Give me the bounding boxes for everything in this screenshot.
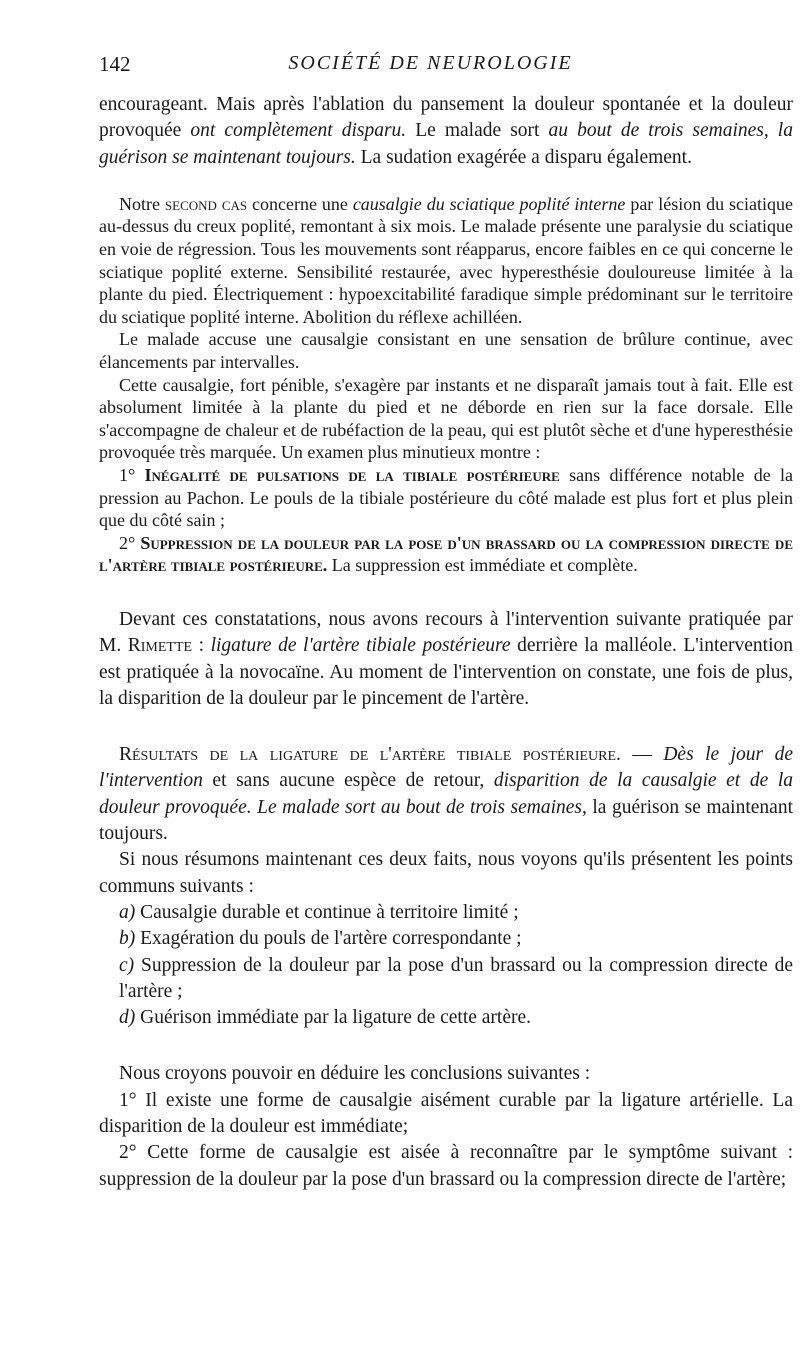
item-label: b) [119, 928, 136, 950]
spacer [99, 712, 793, 742]
italic-span: au bout de trois semaines, la guérison se maintenant toujours. [99, 120, 793, 168]
italic-span: Dès le jour de l'intervention [99, 744, 794, 792]
text-span: encourageant. Mais après l'ablation du pansement la douleur spontanée et la douleur provoquée [99, 94, 793, 142]
paragraph-causalgia: Le malade accuse une causalgie consistant en une sensation de brûlure continue, avec élancements par intervalles. [99, 329, 793, 373]
list-item [119, 900, 793, 926]
italic-span: disparition de la causalgie et de la douleur provoquée. Le malade sort au bout de trois semaines, [99, 770, 793, 818]
paragraph-point-1 [99, 464, 793, 532]
page-number: 142 [99, 52, 131, 76]
italic-span: ont complètement disparu. [190, 120, 407, 142]
paragraph-conclusions: Nous croyons pouvoir en déduire les conclusions suivantes : [119, 1063, 591, 1085]
italic-span: ligature de l'artère tibiale postérieure [210, 635, 511, 657]
paragraph-exam: Cette causalgie, fort pénible, s'exagère par instants et ne disparaît jamais tout à fait. Elle est absolument limitée à la plante du pied et ne déborde en rien sur la face dorsale. Elle s'accompagne de chaleur et de rubéfaction de la peau, qui est plutôt sèche et d'une hyperesthésie provoquée très marquée. Un examen plus minutieux montre : [99, 374, 793, 463]
item-label: a) [119, 901, 136, 923]
list-item [119, 953, 793, 1006]
smallcaps-span: second cas [164, 193, 248, 214]
smallcaps-span: Rimette [127, 635, 193, 657]
text-span: concerne une [247, 193, 353, 214]
text-span: par lésion du sciatique au-dessus du creux poplité, remontant à six mois. Le malade présente une paralysie du sciatique en voie de régression. Tous les mouvements sont réapparus, encore faibles en ce qui concerne le sciatique poplité externe. Sensibilité restaurée, avec hyperesthésie douloureuse limitée à la plante du pied. Électriquement : hypoexcitabilité faradique simple prédominant sur le territoire du sciatique poplité interne. Abolition du réflexe achilléen. [99, 193, 794, 327]
spacer [99, 1031, 793, 1061]
smallcaps-span: Suppression de la douleur par la pose d'un brassard ou la compression directe de l'artère tibiale postérieure. [99, 532, 793, 576]
smallcaps-span: Résultats de la ligature de l'artère tibiale postérieure. [119, 744, 621, 766]
text-span: derrière la malléole. L'intervention est pratiquée à la novocaïne. Au moment de l'intervention on constate, une fois de plus, la disparition de la douleur par le pincement de l'artère. [99, 635, 794, 709]
item-text: Guérison immédiate par la ligature de cette artère. [135, 1007, 532, 1029]
paragraph-second-case [99, 193, 793, 329]
text-span: — [620, 744, 664, 766]
paragraph-results [99, 742, 793, 847]
item-label: d) [119, 1007, 136, 1029]
paragraph-continuation [99, 92, 793, 171]
item-text: Suppression de la douleur par la pose d'un brassard ou la compression directe de l'artère ; [119, 954, 793, 1002]
text-span: Devant ces constatations, nous avons recours à l'intervention suivante pratiquée par M. [99, 608, 793, 657]
list-item [119, 926, 793, 952]
running-head: SOCIÉTÉ DE NEUROLOGIE [288, 52, 573, 74]
italic-span: causalgie du sciatique poplité interne [352, 193, 626, 214]
list-item [119, 1005, 793, 1031]
text-span: Le malade sort [406, 120, 549, 142]
text-span: 1° [119, 465, 145, 486]
conclusion-item: 2° Cette forme de causalgie est aisée à reconnaître par le symptôme suivant : suppression de la douleur par la pose d'un brassard ou la compression directe de l'artère; [99, 1142, 793, 1190]
smallcaps-span: Inégalité de pulsations de la tibiale postérieure [144, 465, 560, 486]
text-span: et sans aucune espèce de retour, [202, 770, 494, 792]
conclusion-item: 1° Il existe une forme de causalgie aisément curable par la ligature artérielle. La disparition de la douleur est immédiate; [99, 1089, 793, 1138]
spacer [99, 171, 793, 193]
spacer [99, 577, 793, 607]
item-text: Exagération du pouls de l'artère correspondante ; [135, 928, 522, 950]
text-span: : [192, 635, 211, 657]
page-body [99, 92, 793, 1193]
text-span: La sudation exagérée a disparu également. [355, 146, 692, 168]
text-span: la guérison se maintenant toujours. [99, 796, 793, 845]
paragraph-intervention [99, 607, 793, 712]
text-span: La suppression est immédiate et complète. [327, 555, 638, 576]
common-points-list [99, 900, 793, 1031]
item-label: c) [119, 954, 135, 976]
text-span: Notre [119, 193, 165, 214]
paragraph-point-2 [99, 532, 793, 577]
text-span: sans différence notable de la pression au Pachon. Le pouls de la tibiale postérieure du côté malade est plus fort et plus plein que du côté sain ; [99, 465, 793, 531]
page-header [99, 52, 762, 82]
text-span: 2° [119, 532, 141, 553]
item-text: Causalgie durable et continue à territoire limité ; [135, 901, 519, 923]
paragraph-summary: Si nous résumons maintenant ces deux faits, nous voyons qu'ils présentent les points communs suivants : [99, 849, 793, 897]
